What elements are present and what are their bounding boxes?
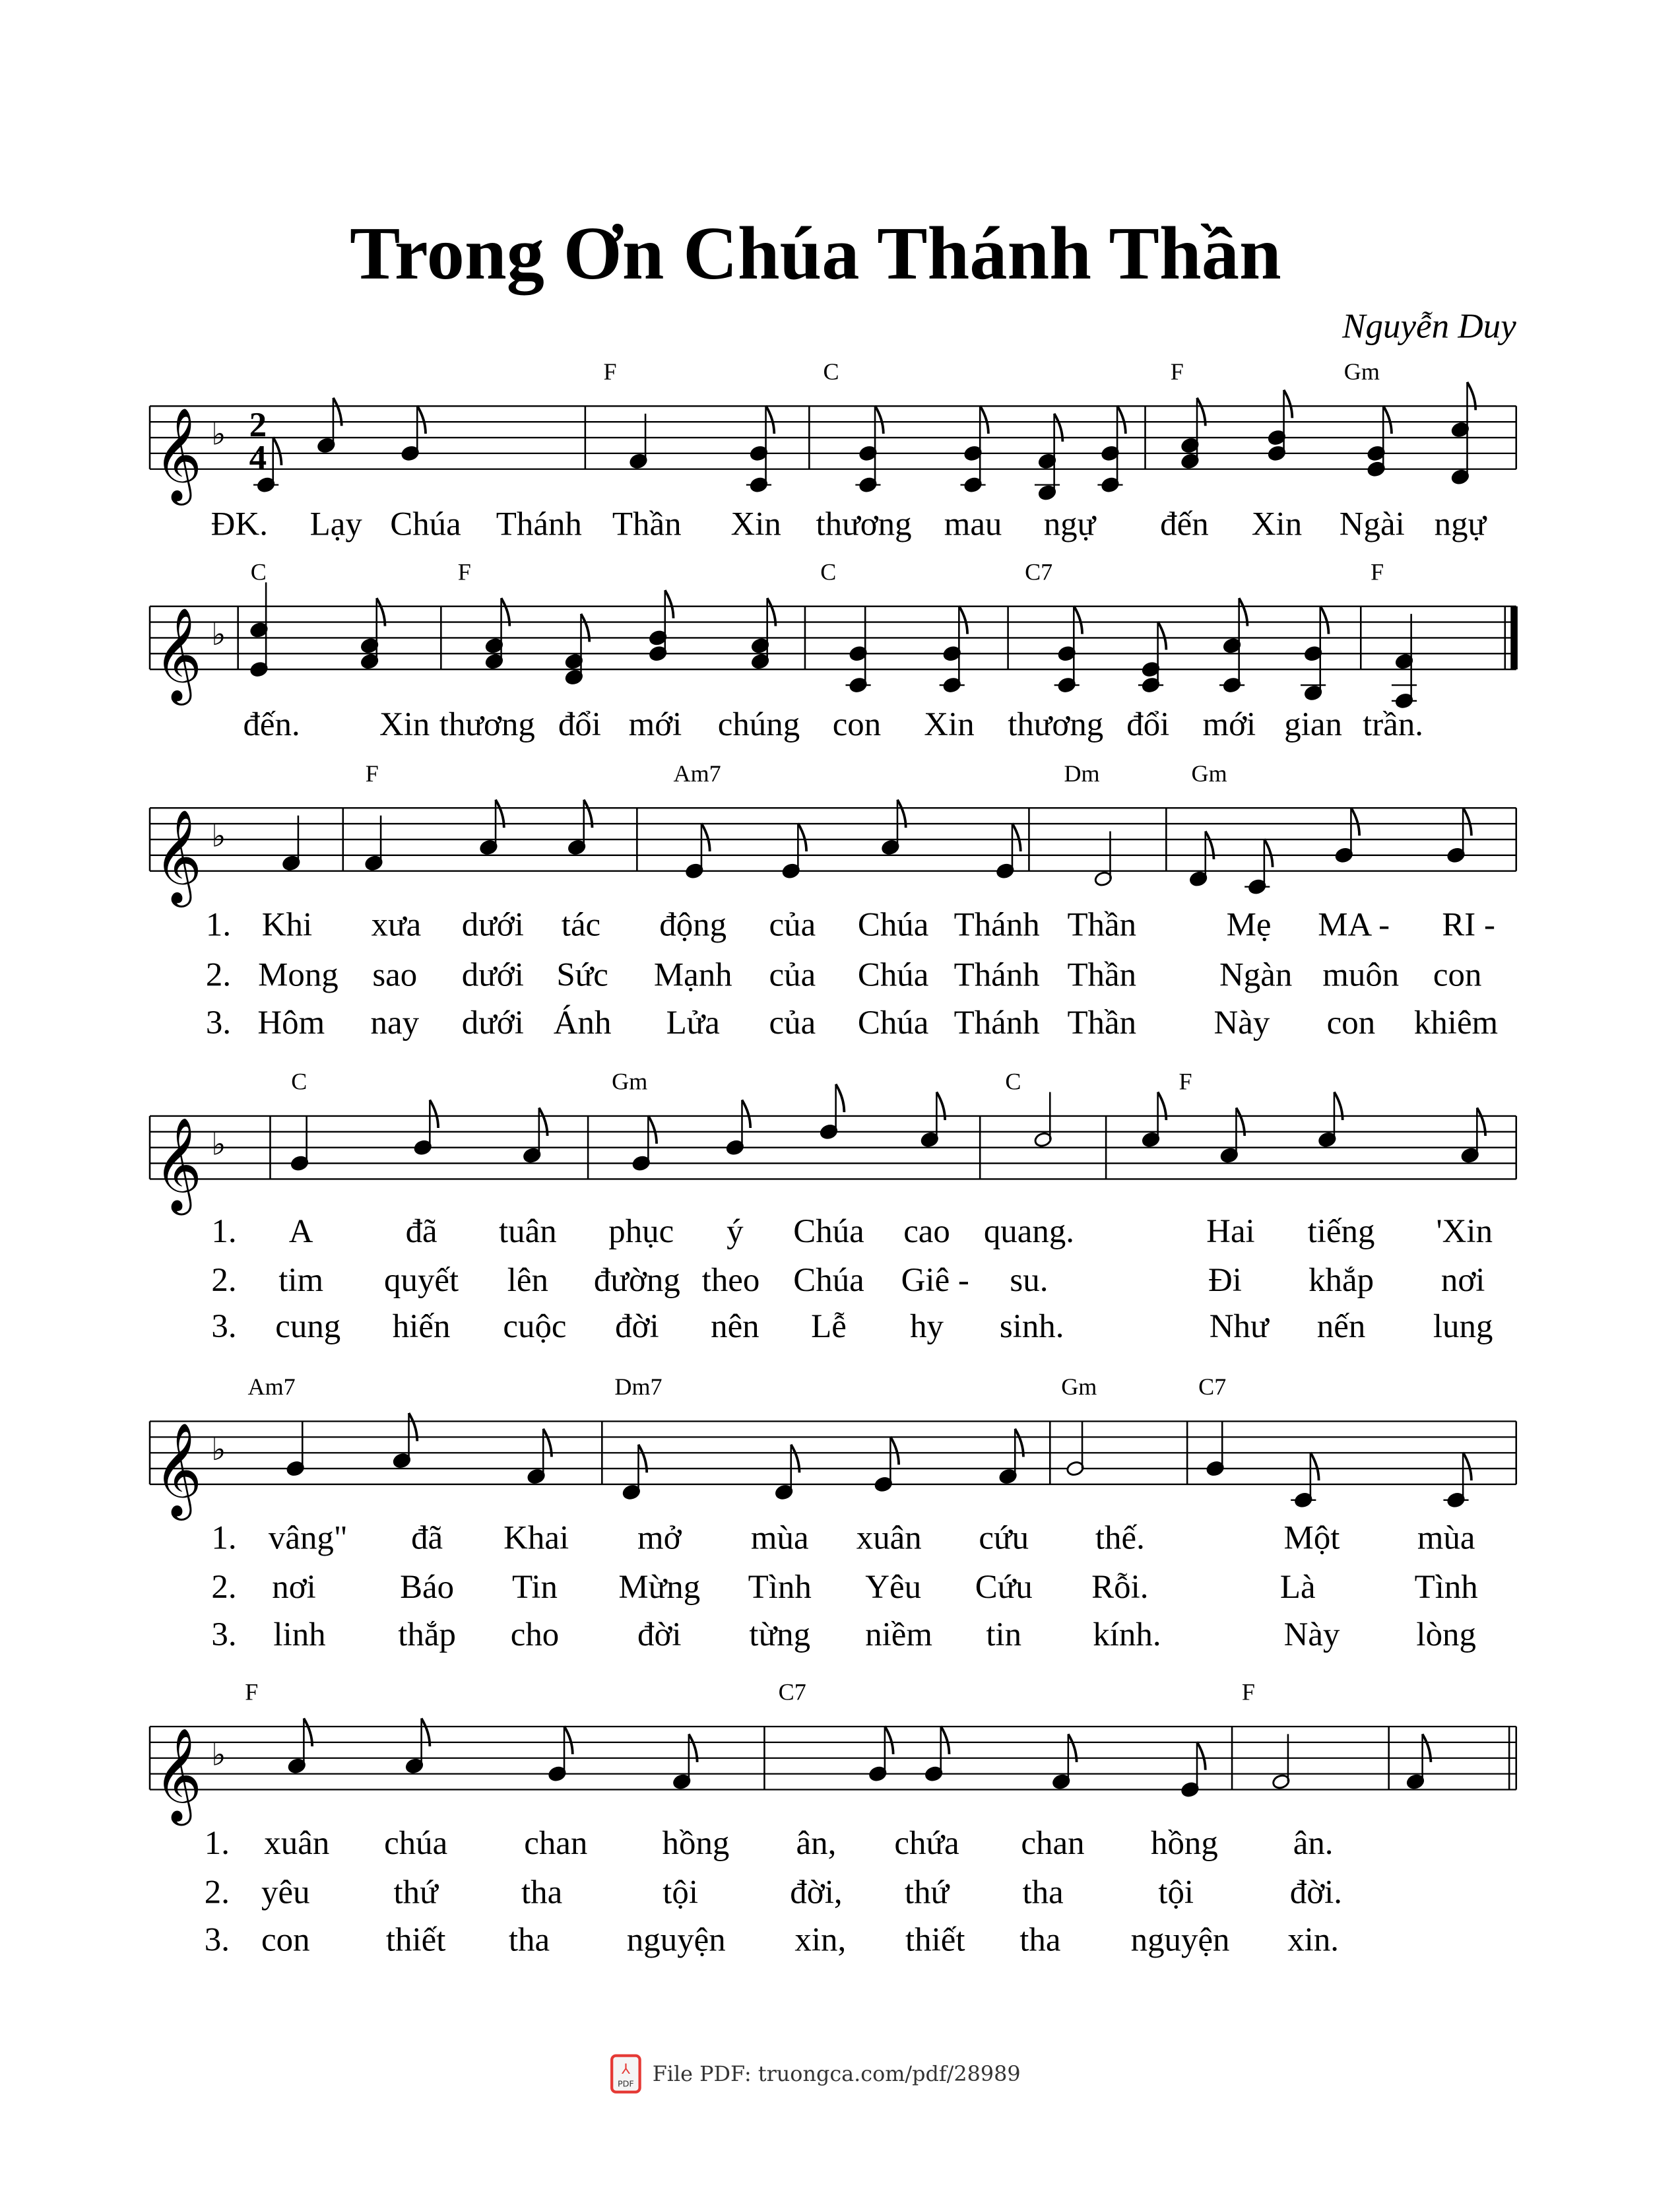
lyric-word: Xin bbox=[924, 707, 975, 744]
lyric-word: Mạnh bbox=[653, 958, 732, 995]
lyric-word: Thánh bbox=[953, 958, 1040, 995]
chord-symbol: Gm bbox=[612, 1068, 648, 1096]
lyric-word: vâng" bbox=[268, 1521, 348, 1558]
lyric-word: Mừng bbox=[618, 1569, 701, 1606]
chord-symbol: Gm bbox=[1191, 760, 1227, 787]
lyric-word: cuộc bbox=[503, 1309, 567, 1346]
lyric-word: tha bbox=[508, 1923, 550, 1960]
lyric-word: lòng bbox=[1416, 1617, 1476, 1654]
chord-symbol: F bbox=[1179, 1068, 1192, 1096]
lyric-word: con bbox=[1326, 1005, 1376, 1042]
time-signature-bottom: 4 bbox=[249, 438, 267, 477]
lyric-word: Thánh bbox=[496, 507, 582, 544]
lyric-word: của bbox=[769, 958, 816, 995]
chord-symbol: C bbox=[1005, 1068, 1021, 1096]
lyric-word: 'Xin bbox=[1436, 1214, 1493, 1251]
lyric-word: Khi bbox=[261, 907, 313, 944]
lyric-word: thế. bbox=[1095, 1521, 1145, 1558]
chord-symbol: C bbox=[820, 558, 837, 585]
lyric-word: tội bbox=[662, 1874, 699, 1912]
note bbox=[1180, 398, 1206, 469]
lyric-word: tội bbox=[1158, 1874, 1194, 1912]
note bbox=[1244, 839, 1272, 895]
lyric-word: Thần bbox=[1067, 907, 1137, 944]
lyric-word: đời bbox=[615, 1309, 659, 1346]
lyric-word: nay bbox=[370, 1005, 420, 1042]
lyric-word: cho bbox=[510, 1617, 560, 1654]
chord-symbol: F bbox=[457, 558, 471, 585]
lyric-word: xuân bbox=[856, 1521, 922, 1558]
lyric-word: nguyện bbox=[626, 1923, 726, 1960]
lyric-word: Chúa bbox=[390, 507, 461, 544]
lyric-word: thắp bbox=[398, 1617, 456, 1654]
lyric-word: mùa bbox=[750, 1521, 809, 1558]
lyric-word: mới bbox=[628, 707, 682, 744]
verse-number: ĐK. bbox=[210, 507, 268, 544]
lyric-word: Tình bbox=[1414, 1569, 1478, 1606]
note bbox=[940, 606, 967, 693]
lyric-word: tác bbox=[561, 907, 601, 944]
treble-clef-icon: 𝄞 bbox=[154, 1117, 203, 1212]
chord-symbol: Gm bbox=[1343, 358, 1380, 385]
chord-symbol: C bbox=[823, 358, 839, 385]
lyric-word: hồng bbox=[1151, 1826, 1218, 1863]
lyric-word: Cứu bbox=[975, 1569, 1033, 1606]
lyric-word: Báo bbox=[400, 1569, 455, 1606]
lyric-word: tha bbox=[1022, 1874, 1064, 1912]
lyric-word: Yêu bbox=[865, 1569, 922, 1606]
chord-symbol: C bbox=[291, 1068, 307, 1096]
lyric-word: mùa bbox=[1417, 1521, 1475, 1558]
note bbox=[1367, 406, 1392, 477]
lyric-word: đã bbox=[405, 1214, 437, 1251]
lyric-word: ân, bbox=[796, 1826, 837, 1863]
lyric-word: mở bbox=[637, 1521, 682, 1558]
chord-symbol: C7 bbox=[1198, 1373, 1227, 1401]
song-title: Trong Ơn Chúa Thánh Thần bbox=[349, 211, 1281, 296]
lyric-word: Chúa bbox=[857, 958, 929, 995]
lyric-word: chúa bbox=[384, 1826, 448, 1863]
staff bbox=[0, 1727, 1680, 1822]
chord-symbol: Gm bbox=[1061, 1373, 1097, 1401]
note bbox=[1291, 1453, 1318, 1509]
lyric-word: thương bbox=[439, 707, 535, 744]
lyric-word: con bbox=[1433, 958, 1482, 995]
lyric-word: thứ bbox=[904, 1874, 950, 1912]
staff bbox=[0, 1421, 1680, 1517]
lyric-word: Lạy bbox=[309, 507, 362, 544]
lyric-word: Hôm bbox=[257, 1005, 325, 1042]
staff bbox=[0, 1116, 1680, 1212]
lyric-word: MA - bbox=[1318, 907, 1390, 944]
note bbox=[845, 606, 870, 693]
lyric-word: đến. bbox=[243, 707, 300, 744]
lyric-word: Giê - bbox=[901, 1263, 969, 1300]
lyric-word: Chúa bbox=[793, 1214, 864, 1251]
lyric-word: Hai bbox=[1206, 1214, 1255, 1251]
lyric-word: đã bbox=[411, 1521, 443, 1558]
lyric-word: mau bbox=[944, 507, 1002, 544]
lyric-word: xuân bbox=[264, 1826, 330, 1863]
lyric-word: Ánh bbox=[553, 1005, 612, 1042]
lyric-word: Mong bbox=[258, 958, 339, 995]
treble-clef-icon: 𝄞 bbox=[154, 1422, 203, 1517]
lyric-word: nên bbox=[711, 1309, 759, 1346]
verse-number: 3. bbox=[204, 1923, 230, 1960]
verse-number: 1. bbox=[204, 1826, 230, 1863]
lyric-word: Sức bbox=[556, 958, 608, 995]
lyric-word: đời bbox=[637, 1617, 682, 1654]
note bbox=[1035, 414, 1062, 501]
verse-number: 2. bbox=[211, 1263, 237, 1300]
lyric-word: lung bbox=[1433, 1309, 1493, 1346]
lyric-word: khiêm bbox=[1413, 1005, 1499, 1042]
chord-symbol: F bbox=[1241, 1678, 1256, 1706]
note bbox=[746, 406, 774, 493]
note bbox=[921, 1092, 946, 1148]
lyric-word: tha bbox=[521, 1874, 563, 1912]
chord-symbol: Dm7 bbox=[614, 1373, 662, 1401]
note bbox=[1033, 1092, 1052, 1148]
note bbox=[1066, 1421, 1084, 1477]
treble-clef-icon: 𝄞 bbox=[154, 407, 203, 502]
verse-number: 2. bbox=[205, 958, 232, 995]
key-signature-flat-icon: ♭ bbox=[211, 818, 226, 855]
lyric-word: Này bbox=[1283, 1617, 1340, 1654]
note bbox=[1443, 1453, 1471, 1509]
chord-symbol: F bbox=[603, 358, 617, 385]
pdf-file-icon: ⅄ PDF bbox=[610, 2054, 641, 2093]
chord-symbol: F bbox=[1170, 358, 1184, 385]
lyric-word: xin, bbox=[794, 1923, 847, 1960]
lyric-word: của bbox=[769, 907, 816, 944]
chord-symbol: Dm bbox=[1064, 760, 1100, 787]
lyric-word: niềm bbox=[865, 1617, 933, 1654]
lyric-word: Tình bbox=[748, 1569, 812, 1606]
lyric-word: thứ bbox=[393, 1874, 438, 1912]
verse-number: 1. bbox=[205, 907, 232, 944]
lyric-word: Thần bbox=[612, 507, 682, 544]
lyric-word: Một bbox=[1283, 1521, 1340, 1558]
lyric-word: thiết bbox=[905, 1923, 965, 1960]
lyric-word: của bbox=[769, 1005, 816, 1042]
lyric-word: ngự bbox=[1043, 507, 1096, 544]
staff bbox=[0, 405, 1680, 502]
lyric-word: lên bbox=[507, 1263, 548, 1300]
note bbox=[1268, 390, 1293, 461]
chord-symbol: C7 bbox=[778, 1678, 806, 1706]
lyric-word: Này bbox=[1213, 1005, 1270, 1042]
lyric-word: su. bbox=[1010, 1263, 1049, 1300]
treble-clef-icon: 𝄞 bbox=[154, 607, 203, 702]
lyric-word: Chúa bbox=[857, 1005, 929, 1042]
note bbox=[751, 598, 776, 669]
lyric-word: Lễ bbox=[811, 1309, 847, 1346]
lyric-word: Xin bbox=[730, 507, 781, 544]
treble-clef-icon: 𝄞 bbox=[154, 1727, 203, 1822]
lyric-word: Xin bbox=[1251, 507, 1303, 544]
lyric-word: nến bbox=[1316, 1309, 1366, 1346]
lyric-word: chúng bbox=[717, 707, 800, 744]
lyric-word: Khai bbox=[503, 1521, 569, 1558]
note bbox=[290, 1115, 309, 1172]
time-signature-top: 2 bbox=[249, 405, 267, 444]
lyric-word: Ngài bbox=[1339, 507, 1405, 544]
lyric-word: Chúa bbox=[793, 1263, 864, 1300]
lyric-word: nguyện bbox=[1130, 1923, 1230, 1960]
lyric-word: sao bbox=[372, 958, 418, 995]
lyric-word: quyết bbox=[384, 1263, 459, 1300]
lyric-word: chan bbox=[1021, 1826, 1085, 1863]
note bbox=[960, 406, 988, 493]
verse-number: 2. bbox=[211, 1569, 237, 1606]
lyric-word: Ngàn bbox=[1219, 958, 1293, 995]
verse-number: 1. bbox=[211, 1214, 237, 1251]
chord-symbol: C bbox=[250, 558, 267, 585]
lyric-word: Mẹ bbox=[1226, 907, 1272, 944]
lyric-word: đường bbox=[593, 1263, 680, 1300]
lyric-word: cao bbox=[903, 1214, 950, 1251]
lyric-word: khắp bbox=[1308, 1263, 1374, 1300]
lyric-word: mới bbox=[1202, 707, 1256, 744]
lyric-word: hiến bbox=[392, 1309, 451, 1346]
lyric-word: sinh. bbox=[999, 1309, 1064, 1346]
chord-symbol: F bbox=[1371, 558, 1384, 585]
lyric-word: muôn bbox=[1322, 958, 1400, 995]
lyric-word: Là bbox=[1279, 1569, 1316, 1606]
pdf-link-text[interactable]: File PDF: truongca.com/pdf/28989 bbox=[652, 2061, 1021, 2087]
note bbox=[1138, 622, 1166, 693]
note bbox=[249, 582, 268, 677]
key-signature-flat-icon: ♭ bbox=[211, 1127, 226, 1163]
note bbox=[649, 590, 674, 661]
lyric-word: hy bbox=[910, 1309, 944, 1346]
lyric-word: con bbox=[261, 1923, 310, 1960]
verse-number: 2. bbox=[204, 1874, 230, 1912]
lyric-word: tha bbox=[1019, 1923, 1061, 1960]
key-signature-flat-icon: ♭ bbox=[211, 1432, 226, 1468]
note bbox=[485, 598, 510, 669]
chord-symbol: F bbox=[245, 1678, 259, 1706]
lyric-word: con bbox=[832, 707, 882, 744]
lyric-word: yêu bbox=[261, 1874, 310, 1912]
lyric-word: ân. bbox=[1293, 1826, 1334, 1863]
lyric-word: dưới bbox=[461, 1005, 524, 1042]
lyric-word: xưa bbox=[371, 907, 422, 944]
note bbox=[1392, 614, 1417, 709]
key-signature-flat-icon: ♭ bbox=[211, 416, 226, 453]
lyric-word: thương bbox=[816, 507, 912, 544]
lyric-word: Tin bbox=[512, 1569, 558, 1606]
lyric-word: nơi bbox=[1440, 1263, 1485, 1300]
lyric-word: xin. bbox=[1287, 1923, 1340, 1960]
note bbox=[565, 614, 590, 685]
lyric-word: cung bbox=[275, 1309, 341, 1346]
lyric-word: động bbox=[659, 907, 727, 944]
note bbox=[1206, 1421, 1224, 1477]
lyric-word: đổi bbox=[558, 707, 601, 744]
lyric-word: tuân bbox=[499, 1214, 557, 1251]
lyric-word: theo bbox=[701, 1263, 760, 1300]
lyric-word: tin bbox=[986, 1617, 1022, 1654]
composer: Nguyễn Duy bbox=[1342, 308, 1516, 346]
lyric-word: đời, bbox=[790, 1874, 843, 1912]
lyric-word: A bbox=[288, 1214, 313, 1251]
lyric-word: Lửa bbox=[666, 1005, 720, 1042]
lyric-word: quang. bbox=[983, 1214, 1075, 1251]
verse-number: 1. bbox=[211, 1521, 237, 1558]
lyric-word: gian bbox=[1284, 707, 1342, 744]
lyric-word: đổi bbox=[1126, 707, 1170, 744]
lyric-word: thiết bbox=[385, 1923, 446, 1960]
note bbox=[1054, 606, 1082, 693]
lyric-word: đời. bbox=[1289, 1874, 1343, 1912]
note bbox=[286, 1421, 304, 1477]
lyric-word: từng bbox=[749, 1617, 811, 1654]
lyric-word: dưới bbox=[461, 907, 524, 944]
key-signature-flat-icon: ♭ bbox=[211, 617, 226, 653]
lyric-word: hồng bbox=[662, 1826, 730, 1863]
chord-symbol: C7 bbox=[1025, 558, 1053, 585]
lyric-word: Thần bbox=[1067, 1005, 1137, 1042]
chord-symbol: Am7 bbox=[247, 1373, 296, 1401]
key-signature-flat-icon: ♭ bbox=[211, 1737, 226, 1773]
lyric-word: ngự bbox=[1434, 507, 1487, 544]
note bbox=[1142, 1092, 1167, 1148]
lyric-word: phục bbox=[608, 1214, 674, 1251]
lyric-word: tim bbox=[278, 1263, 324, 1300]
lyric-word: kính. bbox=[1093, 1617, 1161, 1654]
lyric-word: ý bbox=[727, 1214, 744, 1251]
lyric-word: nơi bbox=[272, 1569, 316, 1606]
note bbox=[360, 598, 385, 669]
staff bbox=[0, 808, 1680, 904]
lyric-word: thương bbox=[1008, 707, 1104, 744]
note bbox=[1219, 598, 1247, 693]
lyric-word: Đi bbox=[1208, 1263, 1242, 1300]
lyric-word: chứa bbox=[894, 1826, 959, 1863]
verse-number: 3. bbox=[211, 1617, 237, 1654]
staff bbox=[0, 607, 1680, 702]
lyric-word: Như bbox=[1209, 1309, 1269, 1346]
lyric-word: RI - bbox=[1442, 907, 1495, 944]
note bbox=[1097, 406, 1125, 493]
lyric-word: Thánh bbox=[953, 1005, 1040, 1042]
lyric-word: chan bbox=[524, 1826, 588, 1863]
lyric-word: đến bbox=[1160, 507, 1209, 544]
lyric-word: dưới bbox=[461, 958, 524, 995]
lyric-word: Rỗi. bbox=[1091, 1569, 1149, 1606]
chord-symbol: F bbox=[365, 760, 379, 787]
lyric-word: Xin bbox=[379, 707, 430, 744]
chord-symbol: Am7 bbox=[673, 760, 721, 787]
verse-number: 3. bbox=[211, 1309, 237, 1346]
lyric-word: cứu bbox=[979, 1521, 1029, 1558]
lyric-word: Thần bbox=[1067, 958, 1137, 995]
lyric-word: Thánh bbox=[953, 907, 1040, 944]
treble-clef-icon: 𝄞 bbox=[154, 808, 203, 904]
note bbox=[855, 406, 883, 493]
note bbox=[1318, 1092, 1343, 1148]
verse-number: 3. bbox=[205, 1005, 232, 1042]
lyric-word: Chúa bbox=[857, 907, 929, 944]
pdf-link[interactable] bbox=[610, 2054, 1021, 2093]
lyric-word: linh bbox=[273, 1617, 326, 1654]
lyric-word: trần. bbox=[1363, 707, 1424, 744]
lyric-word: tiếng bbox=[1307, 1214, 1375, 1251]
